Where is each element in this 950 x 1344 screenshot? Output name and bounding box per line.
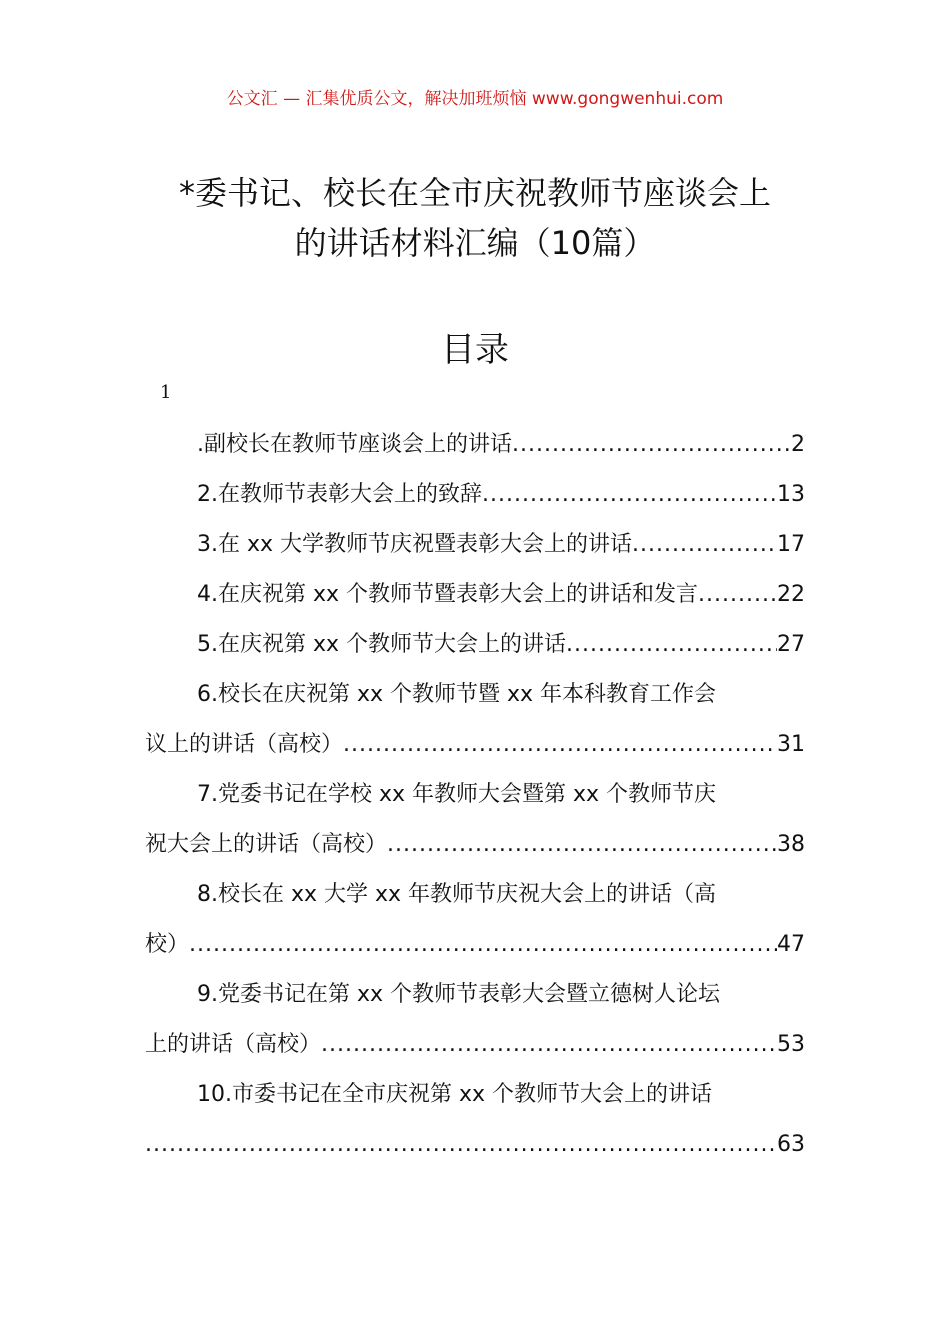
- toc-entry-title: 7.党委书记在学校 xx 年教师大会暨第 xx 个教师节庆: [197, 782, 717, 807]
- document-title: [120, 168, 830, 268]
- toc-entry-title: 9.党委书记在第 xx 个教师节表彰大会暨立德树人论坛: [197, 982, 721, 1007]
- toc-leader-dots: [632, 520, 777, 570]
- toc-entry-title: 8.校长在 xx 大学 xx 年教师节庆祝大会上的讲话（高: [197, 882, 717, 907]
- toc-entry[interactable]: [145, 1070, 805, 1170]
- toc-entry-page: 38: [777, 832, 805, 857]
- header-banner: 公文汇 — 汇集优质公文，解决加班烦恼 www.gongwenhui.com: [226, 89, 724, 109]
- toc-entry[interactable]: [145, 970, 805, 1070]
- toc-entry-page: 53: [777, 1032, 805, 1057]
- toc-entry[interactable]: [145, 770, 805, 870]
- toc-entry[interactable]: [145, 570, 805, 620]
- toc-leader-dots: [387, 820, 777, 870]
- toc-entry[interactable]: [145, 520, 805, 570]
- toc-entry-title-cont: 议上的讲话（高校）: [145, 732, 344, 757]
- toc-entry-page: 22: [777, 582, 805, 607]
- toc-entry-page: 2: [791, 432, 805, 457]
- toc-entry-title: 5.在庆祝第 xx 个教师节大会上的讲话: [197, 632, 567, 657]
- toc-entry[interactable]: [145, 670, 805, 770]
- toc-entry-title-cont: 祝大会上的讲话（高校）: [145, 832, 388, 857]
- toc-leader-dots: [145, 1120, 777, 1170]
- toc-entry-page: 17: [777, 532, 805, 557]
- title-line-1: *委书记、校长在全市庆祝教师节座谈会上: [178, 174, 771, 212]
- toc-entry-page: 13: [777, 482, 805, 507]
- toc-entry-page: 31: [777, 732, 805, 757]
- toc-entry-page: 27: [777, 632, 805, 657]
- toc-entry-title-cont: 校）: [145, 932, 190, 957]
- toc-entry-title: 10.市委书记在全市庆祝第 xx 个教师节大会上的讲话: [197, 1082, 713, 1107]
- toc-leader-dots: [482, 470, 777, 520]
- table-of-contents: [145, 420, 805, 1170]
- toc-entry-page: 47: [777, 932, 805, 957]
- toc-entry-title: 4.在庆祝第 xx 个教师节暨表彰大会上的讲话和发言: [197, 582, 699, 607]
- toc-entry[interactable]: [145, 470, 805, 520]
- toc-leader-dots: [321, 1020, 777, 1070]
- toc-leader-dots: [698, 570, 777, 620]
- toc-entry-title: 3.在 xx 大学教师节庆祝暨表彰大会上的讲话: [197, 532, 633, 557]
- toc-leader-dots: [566, 620, 777, 670]
- toc-entry-title-cont: 上的讲话（高校）: [145, 1032, 322, 1057]
- toc-entry-title: 2.在教师节表彰大会上的致辞: [197, 482, 482, 507]
- toc-leader-dots: [512, 420, 791, 470]
- toc-entry[interactable]: [145, 870, 805, 970]
- title-line-2: 的讲话材料汇编（10篇）: [294, 224, 656, 262]
- toc-entry-title: .副校长在教师节座谈会上的讲话: [197, 432, 512, 457]
- toc-entry-page: 63: [777, 1132, 805, 1157]
- toc-entry-title: 6.校长在庆祝第 xx 个教师节暨 xx 年本科教育工作会: [197, 682, 717, 707]
- toc-leader-dots: [343, 720, 777, 770]
- toc-leader-dots: [189, 920, 777, 970]
- toc-number: 1: [160, 382, 172, 403]
- toc-heading: 目录: [441, 330, 509, 370]
- toc-entry[interactable]: [145, 620, 805, 670]
- toc-entry[interactable]: [145, 420, 805, 470]
